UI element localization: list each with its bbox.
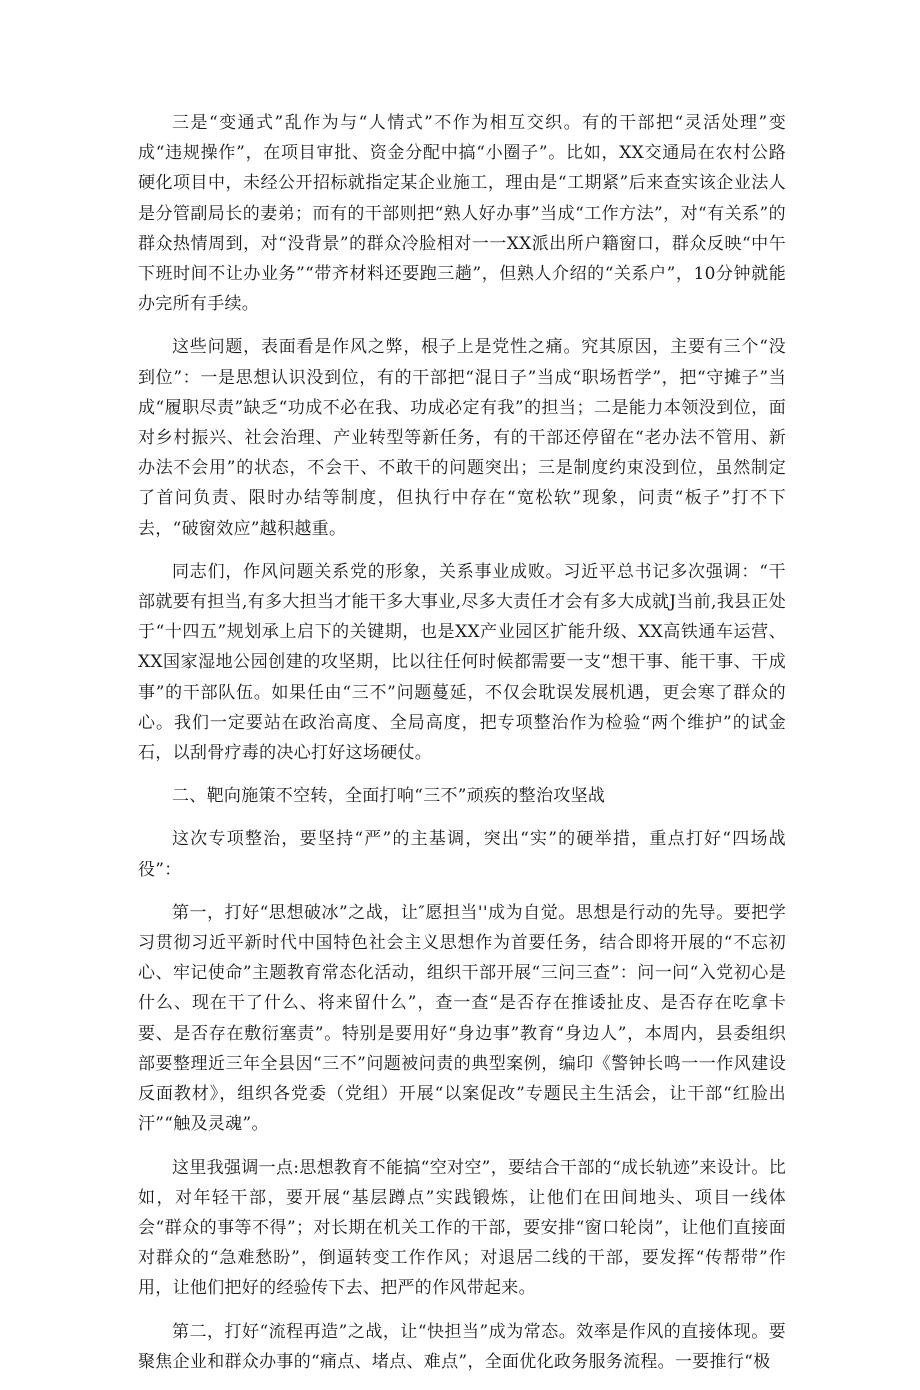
paragraph-7: 第二，打好“流程再造”之战，让“快担当”成为常态。效率是作风的直接体现。要聚焦企业和群众办事的“痛点、堵点、难点”，全面优化政务服务流程。一要推行“极 — [138, 1321, 786, 1372]
section-heading: 二、靶向施策不空转，全面打响“三不”顽疾的整治攻坚战 — [172, 786, 606, 807]
document-page — [138, 108, 786, 1390]
paragraph-2: 这些问题，表面看是作风之弊，根子上是党性之痛。究其原因，主要有三个“没到位”：一是思想认识没到位，有的干部把“混日子”当成“职场哲学”，把“守摊子”当成“履职尽责”缺乏“功成不必在我、功成必定有我”的担当；二是能力本领没到位，面对乡村振兴、社会治理、产业转型等新任务，有的干部还停留在“老办法不管用、新办法不会用”的状态，不会干、不敢干的问题突出；三是制度约束没到位，虽然制定了首问负责、限时办结等制度，但执行中存在“宽松软”现象，问责“板子”打不下去，“破窗效应”越积越重。 — [138, 337, 786, 539]
paragraph-4: 这次专项整治，要坚持“严”的主基调，突出“实”的硬举措，重点打好“四场战役”： — [138, 829, 786, 880]
paragraph-3: 同志们，作风问题关系党的形象，关系事业成败。习近平总书记多次强调：“干部就要有担当,有多大担当才能干多大事业,尽多大责任才会有多大成就J当前,我县正处于“十四五”规划承上启下的关键期，也是XX产业园区扩能升级、XX高铁通车运营、XX国家湿地公园创建的攻坚期，比以往任何时候都需要一支“想干事、能干事、干成事”的干部队伍。如果任由“三不”问题蔓延，不仅会耽误发展机遇，更会寒了群众的心。我们一定要站在政治高度、全局高度，把专项整治作为检验“两个维护”的试金石，以刮骨疗毒的决心打好这场硬仗。 — [138, 561, 786, 764]
paragraph-6: 这里我强调一点:思想教育不能搞“空对空”，要结合干部的“成长轨迹”来设计。比如，对年轻干部，要开展“基层蹲点”实践锻炼，让他们在田间地头、项目一线体会“群众的事等不得”；对长期在机关工作的干部，要安排“窗口轮岗”，让他们直接面对群众的“急难愁盼”，倒逼转变工作作风；对退居二线的干部，要发挥“传帮带”作用，让他们把好的经验传下去、把严的作风带起来。 — [138, 1157, 786, 1299]
paragraph-5: 第一，打好“思想破冰”之战，让″愿担当''成为自觉。思想是行动的先导。要把学习贯彻习近平新时代中国特色社会主义思想作为首要任务，结合即将开展的“不忘初心、牢记使命”主题教育常态化活动，组织干部开展“三问三查”：问一问“入党初心是什么、现在干了什么、将来留什么”，查一查“是否存在推诿扯皮、是否存在吃拿卡要、是否存在敷衍塞责”。特别是要用好“身边事”教育“身边人”，本周内，县委组织部要整理近三年全县因“三不”问题被问责的典型案例，编印《警钟长鸣一一作风建设反面教材》，组织各党委（党组）开展“以案促改”专题民主生活会，让干部“红脸出汗”“触及灵魂”。 — [138, 902, 786, 1135]
paragraph-1: 三是“变通式”乱作为与“人情式”不作为相互交织。有的干部把“灵活处理”变成“违规操作”，在项目审批、资金分配中搞“小圈子”。比如，XX交通局在农村公路硬化项目中，未经公开招标就指定某企业施工，理由是“工期紧”后来查实该企业法人是分管副局长的妻弟；而有的干部则把“熟人好办事”当成“工作方法”，对“有关系”的群众热情周到，对“没背景”的群众冷脸相对一一XX派出所户籍窗口，群众反映“中午下班时间不让办业务”“带齐材料还要跑三趟”，但熟人介绍的“关系户”，10分钟就能办完所有手续。 — [138, 113, 786, 315]
